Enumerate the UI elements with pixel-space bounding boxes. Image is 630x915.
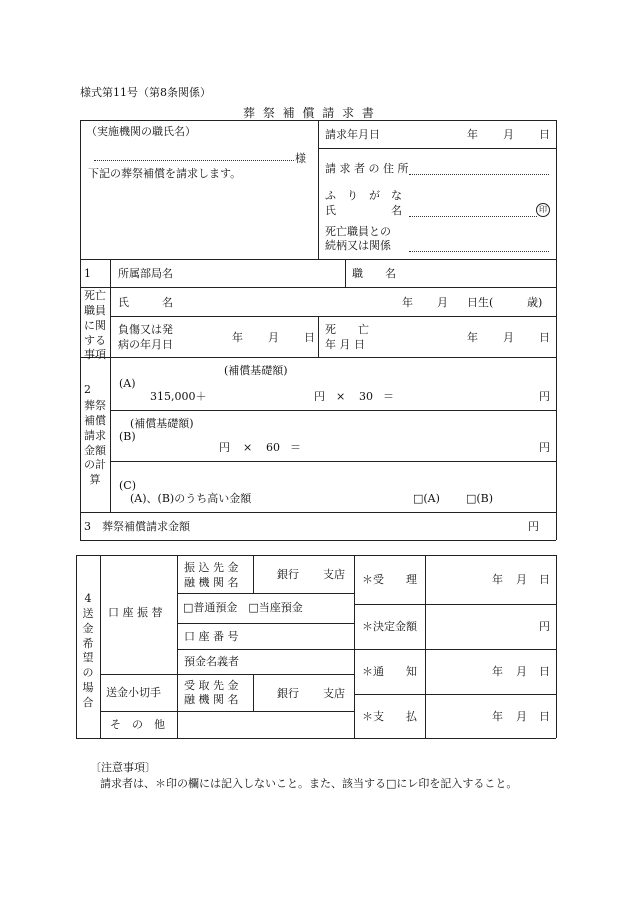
check-branch-text: 支店 [323,687,345,700]
section1-side-label: 死亡職員に関する事項 [84,289,106,362]
furigana-label: ふ り が な [325,189,402,202]
check-label: 送金小切手 [106,686,161,699]
b-times: × [243,441,253,454]
birth-month: 月 [437,296,448,309]
account-number-label: 口 座 番 号 [184,630,239,643]
birth-year: 年 [402,296,413,309]
section2-side-label: 葬祭補償請求金額の計算 [84,399,106,487]
bank-text: 銀行 [277,568,299,581]
a-base-label: (補償基礎額) [224,364,288,377]
payment-day: 日 [539,710,550,723]
death-label-2: 年 月 日 [325,338,365,351]
receipt-year: 年 [492,573,503,586]
notice-label: ＊通 知 [362,665,417,678]
section2-number: 2 [84,383,91,396]
bank-label-2: 融 機 関 名 [184,576,239,589]
transfer-label: 口 座 振 替 [108,606,163,619]
a-result-yen: 円 [539,390,550,403]
name-line[interactable] [409,216,537,217]
request-date-label: 請求年月日 [325,128,380,141]
notice-year: 年 [492,665,503,678]
decision-yen: 円 [539,620,550,633]
agency-line[interactable] [94,160,294,161]
department-label: 所属部局名 [118,267,173,280]
b-label: (B) [119,430,136,443]
age-label: 歳) [527,296,543,309]
payment-label: ＊支 払 [362,710,417,723]
section3-yen: 円 [528,520,539,533]
address-line[interactable] [409,174,549,175]
injury-label-2: 病の年月日 [118,338,173,351]
payment-year: 年 [492,710,503,723]
seal-icon: 印 [536,203,550,217]
relation-line[interactable] [409,251,549,252]
relation-label-2: 続柄又は関係 [325,239,391,252]
notice-month: 月 [516,665,527,678]
death-year: 年 [467,331,478,344]
deceased-name-label: 氏 名 [118,296,173,309]
payment-month: 月 [516,710,527,723]
injury-year: 年 [232,331,243,344]
address-label: 請 求 者 の 住 所 [325,162,409,175]
notes-text: 請求者は、＊印の欄には記入しないこと。また、該当する□にレ印を記入すること。 [100,777,518,790]
a-multiplier: 30 [359,390,373,403]
branch-text: 支店 [323,568,345,581]
request-date-month: 月 [503,128,514,141]
receipt-month: 月 [516,573,527,586]
a-equals: ＝ [383,390,394,403]
bank-label-1: 振 込 先 金 [184,561,239,574]
form-number: 様式第11号（第8条関係） [80,86,211,99]
relation-label-1: 死亡職員との [325,225,391,238]
c-check-a[interactable]: □(A) [413,492,440,505]
position-label: 職 名 [352,267,396,280]
c-label: (C) [119,479,136,492]
c-check-b[interactable]: □(B) [466,492,494,505]
account-holder-label: 預金名義者 [184,655,239,668]
c-text: (A)、(B)のうち高い金額 [130,492,252,505]
receipt-label: ＊受 理 [362,573,417,586]
injury-month: 月 [268,331,279,344]
section4-side-label: 4送金希望の場合 [82,592,94,709]
other-label: そ の 他 [110,718,165,731]
notes-heading: 〔注意事項〕 [90,761,156,774]
receipt-day: 日 [539,573,550,586]
receive-label-1: 受 取 先 金 [184,679,239,692]
a-times: × [336,390,346,403]
request-date-year: 年 [467,128,478,141]
sama-text: 様 [295,152,306,165]
form-title: 葬 祭 補 償 請 求 書 [243,106,376,120]
check-bank-text: 銀行 [277,687,299,700]
a-amount: 315,000＋ [150,390,207,403]
birth-day: 日生( [467,296,494,309]
request-text: 下記の葬祭補償を請求します。 [88,167,242,180]
agency-label: （実施機関の職氏名） [86,125,196,138]
death-month: 月 [503,331,514,344]
a-label: (A) [119,377,136,390]
notice-day: 日 [539,665,550,678]
request-date-day: 日 [539,128,550,141]
b-equals: ＝ [290,441,301,454]
decision-label: ＊決定金額 [362,620,417,633]
receive-label-2: 融 機 関 名 [184,693,239,706]
section3-label: 3 葬祭補償請求金額 [84,520,190,533]
death-label-1: 死 亡 [325,323,369,336]
b-yen: 円 [219,441,230,454]
name-label: 氏 名 [325,204,402,217]
injury-label-1: 負傷又は発 [118,323,173,336]
a-yen: 円 [314,390,325,403]
injury-day: 日 [304,331,315,344]
b-result-yen: 円 [539,441,550,454]
b-base-label: (補償基礎額) [130,417,194,430]
deposit-type-checkboxes[interactable]: □普通預金 □当座預金 [183,601,303,614]
death-day: 日 [539,331,550,344]
section1-number: 1 [84,267,91,280]
b-multiplier: 60 [266,441,280,454]
